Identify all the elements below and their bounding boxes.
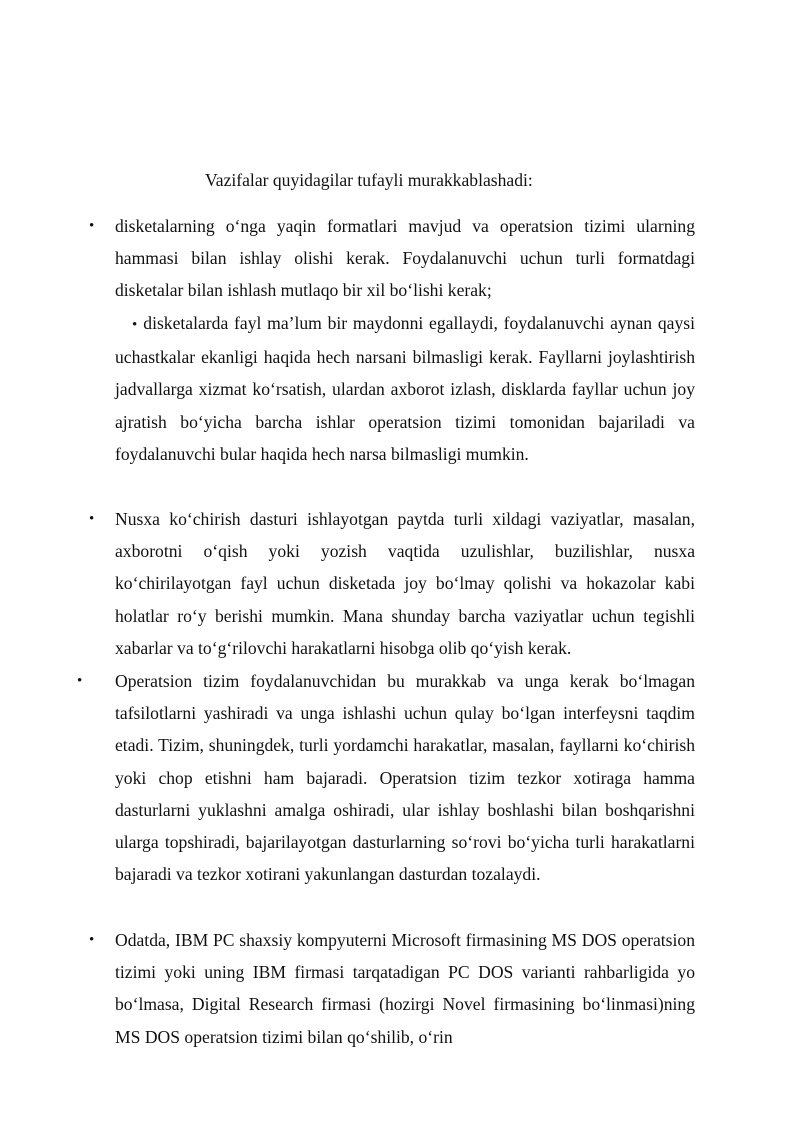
list-item-2-text: disketalarda fayl ma’lum bir maydonni egallaydi, foydalanuvchi aynan qaysi uchastkalar ekanligi haqida hech narsani bilmasligi kerak. Fayllarni joylashtirish jadvallarga xizmat ko‘rsatish, ulardan axborot izlash, disklarda fayllar uchun joy ajratish bo‘yicha barcha ishlar operatsion tizimi tomonidan bajariladi va foydalanuvchi bular haqida hech narsa bilmasligi mumkin. (115, 313, 695, 464)
list-item-3: Nusxa ko‘chirish dasturi ishlayotgan paytda turli xildagi vaziyatlar, masalan, axborotni o‘qish yoki yozish vaqtida uzulishlar, buzilishlar, nusxa ko‘chirilayotgan fayl uchun disketada joy bo‘lmay qolishi va hokazolar kabi holatlar ro‘y berishi mumkin. Mana shunday barcha vaziyatlar uchun tegishli xabarlar va to‘g‘rilovchi harakatlarni hisobga olib qo‘yish kerak. (115, 509, 695, 658)
bullet-icon: • (89, 511, 95, 527)
list-item-2 (115, 307, 695, 470)
page-heading: Vazifalar quyidagilar tufayli murakkablashadi: (205, 170, 533, 190)
bullet-icon: • (132, 317, 138, 333)
list-item-4: Operatsion tizim foydalanuvchidan bu murakkab va unga kerak bo‘lmagan tafsilotlarni yashiradi va unga ishlashi uchun qulay bo‘lgan interfeysni taqdim etadi. Tizim, shuningdek, turli yordamchi harakatlar, masalan, fayllarni ko‘chirish yoki chop etishni ham bajaradi. Operatsion tizim tezkor xotiraga hamma dasturlarni yuklashni amalga oshiradi, ular ishlay boshlashi bilan boshqarishni ularga topshiradi, bajarilayotgan dasturlarning so‘rovi bo‘yicha turli harakatlarni bajaradi va tezkor xotirani yakunlangan dasturdan tozalaydi. (115, 671, 695, 885)
bullet-icon: • (89, 218, 95, 234)
list-item-1: disketalarning o‘nga yaqin formatlari mavjud va operatsion tizimi ularning hammasi bilan ishlay olishi kerak. Foydalanuvchi uchun turli formatdagi disketalar bilan ishlash mutlaqo bir xil bo‘lishi kerak; (115, 216, 695, 301)
bullet-icon: • (77, 673, 83, 689)
list-item-5: Odatda, IBM PC shaxsiy kompyuterni Microsoft firmasining MS DOS operatsion tizimi yoki uning IBM firmasi tarqatadigan PC DOS varianti rahbarligida yo bo‘lmasa, Digital Research firmasi (hozirgi Novel firmasining bo‘linmasi)ning MS DOS operatsion tizimi bilan qo‘shilib, o‘rin (115, 930, 695, 1047)
bullet-icon: • (89, 932, 95, 948)
